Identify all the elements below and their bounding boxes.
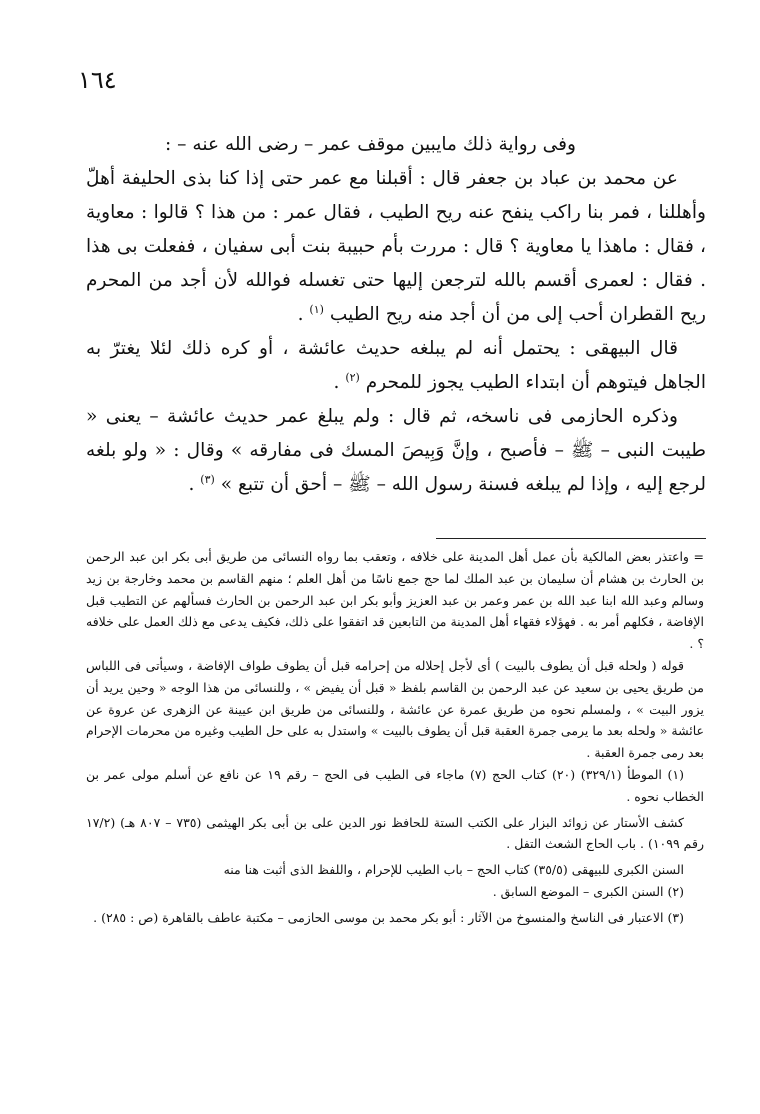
footnote-ref-1: (١) (309, 302, 324, 316)
footnote-1-source-3: السنن الكبرى للبيهقى (٣٥/٥) كتاب الحج – باب الطيب للإحرام ، واللفظ الذى أثبت هنا منه (223, 862, 684, 878)
page-number: ١٦٤ (78, 66, 117, 94)
main-paragraph-2: عن محمد بن عباد بن جعفر قال : أقبلنا مع عمر حتى إذا كنا بذى الحليفة أهلّ وأهللنا ، فمر بنا راكب ينفح عنه ريح الطيب ، فقال عمر : من هذا ؟ قالوا : معاوية ، فقال : ماهذا يا معاوية ؟ قال : مررت بأم حبيبة بنت أبى سفيان ، ففعلت بى هذا . فقال : لعمرى أقسم بالله لترجعن إليها حتى تغسله فوالله لأن أجد من المحرم ريح القطران أحب إلى من أن أجد منه ريح الطيب $^{(١)}$ . (86, 168, 706, 325)
main-paragraph-1: وفى رواية ذلك مايبين موقف عمر – رضى الله عنه – : (165, 134, 576, 155)
footnote-ref-3: (٣) (200, 472, 215, 486)
footnote-3: (٣) الاعتبار فى الناسخ والمنسوخ من الآثار : أبو بكر محمد بن موسى الحازمى – مكتبة عاطف بالقاهرة (ص : ٢٨٥) . (93, 909, 684, 925)
footnote-commentary: قوله ( ولحله قبل أن يطوف بالبيت ) أى لأجل إحلاله من إحرامه قبل أن يطوف طواف الإفاضة ، وسيأتى فى اللباس من طريق يحيى بن سعيد عن عبد الرحمن بن القاسم بلفظ « قبل أن يفيض » ، وللنسائى من هذا الوجه « وحين يريد أن يزور البيت » ، ولمسلم نحوه من طريق عمرة عن عائشة ، وللنسائى من طريق ابن عيينة عن الزهرى عن عروة عن عائشة « ولحله بعد ما يرمى جمرة العقبة قبل أن يطوف بالبيت » واستدل به على حل الطيب وغيره من محرمات الإحرام بعد رمى جمرة العقبة . (86, 657, 704, 761)
main-paragraph-3: قال البيهقى : يحتمل أنه لم يبلغه حديث عائشة ، أو كره ذلك لئلا يغترّ به الجاهل فيتوهم أن ابتداء الطيب يجوز للمحرم $^{(٢)}$ . (86, 338, 706, 393)
footnote-continuation: = واعتذر بعض المالكية بأن عمل أهل المدينة على خلافه ، وتعقب بما رواه النسائى من طريق أبى بكر ابن عبد الرحمن بن الحارث بن هشام أن سليمان بن عبد الملك لما حج جمع ناسًا من أهل العلم ؛ منهم القاسم بن محمد وخارجة بن زيد وسالم وعبد الله ابنا عبد الله بن عمر وعمر بن عبد العزيز وأبو بكر ابن عبد الرحمن بن الحارث فسألهم عن التطيب قبل الإفاضة ، فكلهم أمر به . فهؤلاء فقهاء أهل المدينة من التابعين قد اتفقوا على ذلك، فكيف يدعى مع ذلك العمل على خلافه ؟ . (86, 549, 704, 652)
footnotes (86, 546, 704, 929)
footnote-ref-2: (٢) (345, 370, 360, 384)
footnote-1-source-2: كشف الأستار عن زوائد البزار على الكتب الستة للحافظ نور الدين على بن أبى بكر الهيثمى (٧٣٥ – ٨٠٧ هـ) (١٧/٢ رقم ١٠٩٩) . باب الحاج الشعث التفل . (86, 814, 704, 852)
main-text (86, 128, 706, 502)
main-paragraph-4: وذكره الحازمى فى ناسخه، ثم قال : ولم يبلغ عمر حديث عائشة – يعنى « طيبت النبى – ﷺ – فأصبح ، وإنَّ وَبِيصَ المسك فى مفارقه » وقال : « ولو بلغه لرجع إليه ، وإذا لم يبلغه فسنة رسول الله – ﷺ – أحق أن تتبع » $^{(٣)}$ . (86, 406, 706, 495)
footnote-1: (١) الموطأ (٣٢٩/١) (٢٠) كتاب الحج (٧) ماجاء فى الطيب فى الحج – رقم ١٩ عن نافع عن أسلم مولى عمر بن الخطاب نحوه . (86, 766, 704, 804)
footnote-2: (٢) السنن الكبرى – الموضع السابق . (492, 883, 684, 899)
footnote-separator (436, 538, 706, 539)
